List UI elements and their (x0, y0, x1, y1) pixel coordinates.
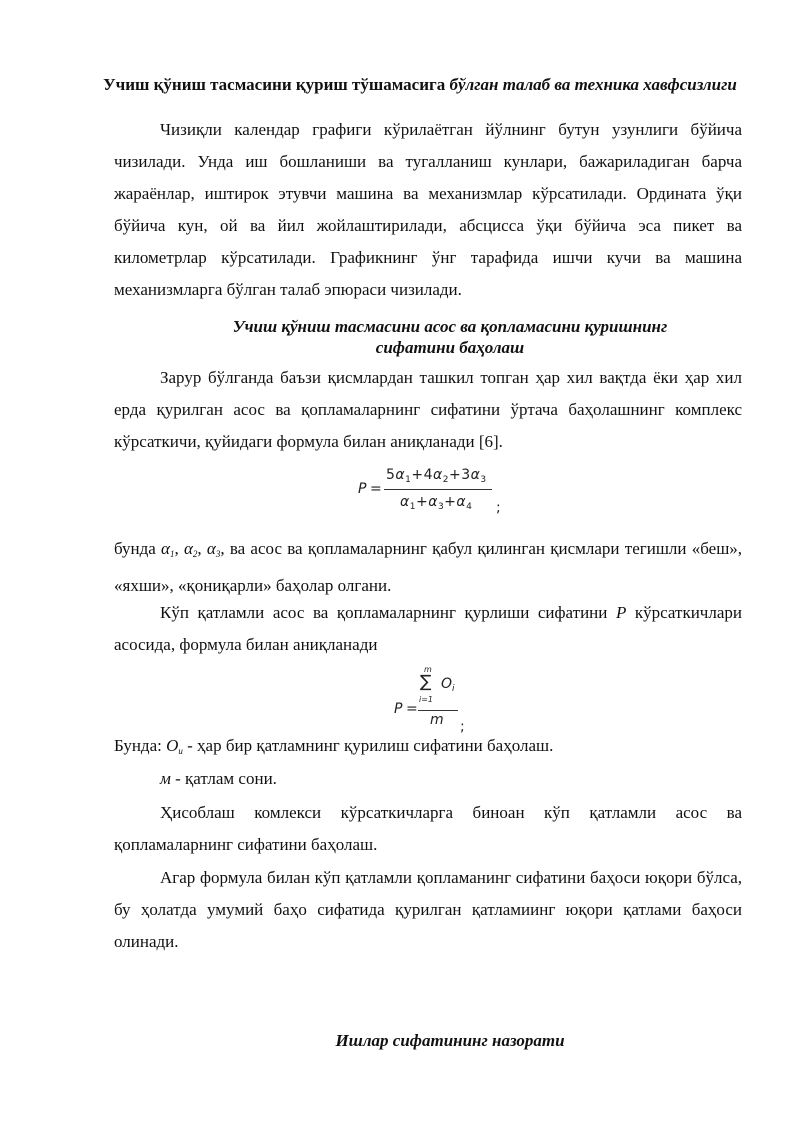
section-title-requirements (100, 74, 740, 95)
paragraph-overall-rating: Агар формула билан кўп қатламли қопламанинг сифатини баҳоси юқори бўлса, бу ҳолатда умумий баҳо сифатида қурилган қатламиинг юқори қатлами баҳоси олинади. (114, 868, 742, 951)
formula1-lhs: P (358, 481, 367, 497)
legend2-var: м (160, 769, 171, 788)
formula2-denominator: m (430, 712, 444, 728)
alpha-suffix: , ва асос ва қопламаларнинг қабул қилинган қисмлари тегишли «беш», «яхши», «қониқарли» баҳолар олгани. (114, 539, 743, 595)
formula1-semicolon: ; (496, 500, 501, 516)
legend2-text: - қатлам сони. (175, 769, 277, 788)
legend1-text: - ҳар бир қатламнинг қурилиш сифатини баҳолаш. (187, 736, 554, 755)
title-bold-part: Учиш қўниш тасмасини қуриш тўшамасига (103, 75, 446, 94)
paragraph-multilayer (114, 597, 742, 661)
paragraph-alpha-definition: бунда α1, α2, α3, ва асос ва қопламаларнинг қабул қилинган қисмлари тегишли «беш», «яхши», «қониқарли» баҳолар олгани. (114, 539, 743, 595)
formula2-sum-symbol: ∑ (420, 672, 432, 692)
title-italic-part: бўлган талаб ва техника хавфсизлиги (449, 75, 737, 94)
legend1-prefix: Бунда: (114, 736, 162, 755)
formula1-denominator: $\alpha_1+\alpha_3+\alpha_4$ (400, 494, 473, 512)
legend-m-definition (114, 763, 742, 795)
title-line-1: Учиш қўниш тасмасини асос ва қопламасини қуришнинг (232, 317, 668, 336)
section-title-quality-control: Ишлар сифатининг назорати (335, 1031, 565, 1050)
formula-complex-indicator (340, 464, 520, 524)
formula2-semicolon: ; (460, 719, 465, 735)
paragraph-computation-complex: Ҳисоблаш комлекси кўрсаткичларга биноан кўп қатламли асос ва қопламаларнинг сифатини баҳолаш. (114, 803, 742, 854)
title-line-2: сифатини баҳолаш (375, 338, 525, 357)
formula2-sum-lower: i=1 (419, 695, 434, 704)
formula1-fraction-bar (384, 489, 492, 490)
formula2-fraction-bar (418, 710, 458, 711)
legend1-var: Ou (166, 736, 183, 756)
section-title-quality-assessment (150, 316, 750, 358)
formula2-term: $O_i$ (441, 676, 455, 694)
formula1-numerator: $5\alpha_1+4\alpha_2+3\alpha_3$ (386, 467, 487, 485)
paragraph-calendar-graph: Чизиқли календар графиги кўрилаётган йўлнинг бутун узунлиги бўйича чизилади. Унда иш бошланиши ва тугалланиш кунлари, бажариладиган барча жараёнлар, иштирок этувчи машина ва механизмлар кўрсатилади. Ордината ўқи бўйича кун, ой ва йил жойлаштирилади, абсцисса ўқи бўйича эса пикет ва километрлар кўрсатилади. Графикнинг ўнг тарафида ишчи кучи ва машина механизмларга бўлган талаб эпюраси чизилади. (114, 120, 742, 299)
formula2-lhs: P (394, 701, 403, 717)
multilayer-rest: кўрсаткичлари асосида, формула билан аниқланади (114, 603, 742, 654)
legend-o-definition (114, 730, 742, 767)
formula2-sum-upper: m (424, 665, 432, 674)
alpha-prefix: бунда (114, 539, 156, 558)
alpha-2: α2 (183, 539, 198, 559)
multilayer-text: Кўп қатламли асос ва қопламаларнинг қурлиши сифатини (160, 603, 608, 622)
alpha-1: α1 (161, 539, 175, 559)
formula2-equals: = (406, 701, 418, 717)
formula1-equals: = (370, 481, 382, 497)
paragraph-complex-indicator: Зарур бўлганда баъзи қисмлардан ташкил топган ҳар хил вақтда ёки ҳар хил ерда қурилган асос ва қопламаларнинг сифатини ўртача баҳолашнинг комплекс кўрсаткичи, қуйидаги формула билан аниқланади [6]. (114, 368, 742, 451)
alpha-3: α3 (206, 539, 221, 559)
formula-average-quality (360, 665, 500, 737)
multilayer-var: P (615, 603, 627, 622)
